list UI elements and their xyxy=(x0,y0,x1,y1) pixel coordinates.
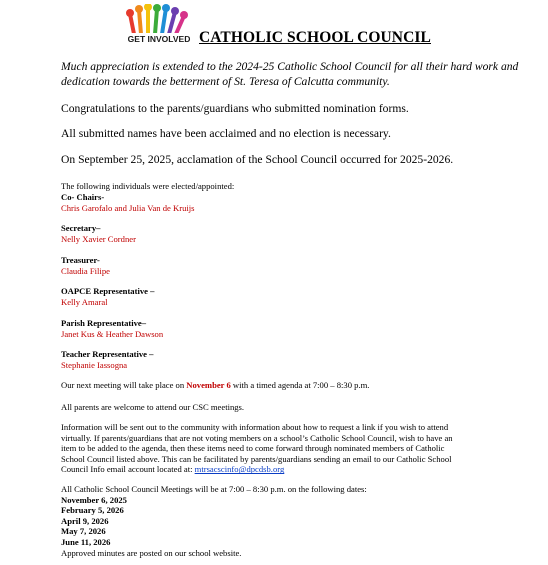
intro-paragraph: Much appreciation is extended to the 2024-25 Catholic School Council for all their hard work and dedication towards the betterment of St. Teresa of Calcutta community. xyxy=(61,60,519,88)
elected-intro: The following individuals were elected/appointed: xyxy=(61,181,235,191)
email-link[interactable]: mtrsacscinfo@dpcdsb.org xyxy=(194,464,285,475)
info-line: Information will be sent out to the community with information about how to request a link if you wish to attend xyxy=(61,422,449,432)
schedule-intro: All Catholic School Council Meetings will be at 7:00 – 8:30 p.m. on the following dates: xyxy=(61,484,367,494)
role-names: Stephanie Iassogna xyxy=(61,359,128,370)
role-title: Parish Representative– xyxy=(61,318,147,328)
info-line: School Council listed above. This can be facilitated by parents/guardians sending an email to our Catholic School xyxy=(61,453,452,464)
role-title: Secretary– xyxy=(61,223,101,233)
role-names: Chris Garofalo and Julia Van de Kruijs xyxy=(61,202,195,213)
schedule-date: February 5, 2026 xyxy=(61,505,124,516)
schedule-date: June 11, 2026 xyxy=(61,536,111,547)
role-group xyxy=(61,318,163,339)
role-group xyxy=(61,255,110,276)
meeting-schedule xyxy=(61,484,367,558)
get-involved-logo xyxy=(126,4,192,46)
info-paragraph xyxy=(61,422,453,475)
role-title: Treasurer- xyxy=(61,255,100,265)
info-line: item to be added to the agenda, then these items need to come forward through nominated members of Catholic xyxy=(61,443,445,454)
role-names: Janet Kus & Heather Dawson xyxy=(61,328,164,339)
next-meeting-date: November 6 xyxy=(186,380,231,390)
schedule-date: November 6, 2025 xyxy=(61,494,127,505)
schedule-date: April 9, 2026 xyxy=(61,515,109,526)
acclaimed-paragraph: All submitted names have been acclaimed and no election is necessary. xyxy=(61,127,391,140)
role-title: Co- Chairs- xyxy=(61,192,105,202)
info-line: Council Info email account located at: xyxy=(61,464,195,475)
page-title: CATHOLIC SCHOOL COUNCIL xyxy=(199,29,431,46)
next-meeting xyxy=(61,380,369,391)
next-meeting-before: Our next meeting will take place on xyxy=(61,380,187,390)
role-group xyxy=(61,286,154,307)
role-group xyxy=(61,349,153,370)
next-meeting-after: with a timed agenda at 7:00 – 8:30 p.m. xyxy=(230,380,370,390)
info-line: virtually. If parents/guardians that are not voting members on a school’s Catholic School Council, wish to have an xyxy=(61,432,453,443)
acclamation-paragraph: On September 25, 2025, acclamation of the School Council occurred for 2025-2026. xyxy=(61,153,454,166)
congrats-paragraph: Congratulations to the parents/guardians who submitted nomination forms. xyxy=(61,102,409,115)
logo-text: GET INVOLVED xyxy=(127,34,191,44)
role-names: Kelly Amaral xyxy=(61,296,108,307)
role-group xyxy=(61,223,136,244)
schedule-footer: Approved minutes are posted on our school website. xyxy=(61,547,242,558)
role-title: Teacher Representative – xyxy=(61,349,154,359)
role-group xyxy=(61,192,195,213)
role-names: Nelly Xavier Cordner xyxy=(61,233,136,244)
schedule-date: May 7, 2026 xyxy=(61,526,106,537)
role-title: OAPCE Representative – xyxy=(61,286,155,296)
welcome-paragraph: All parents are welcome to attend our CSC meetings. xyxy=(61,402,245,412)
role-names: Claudia Filipe xyxy=(61,265,110,276)
